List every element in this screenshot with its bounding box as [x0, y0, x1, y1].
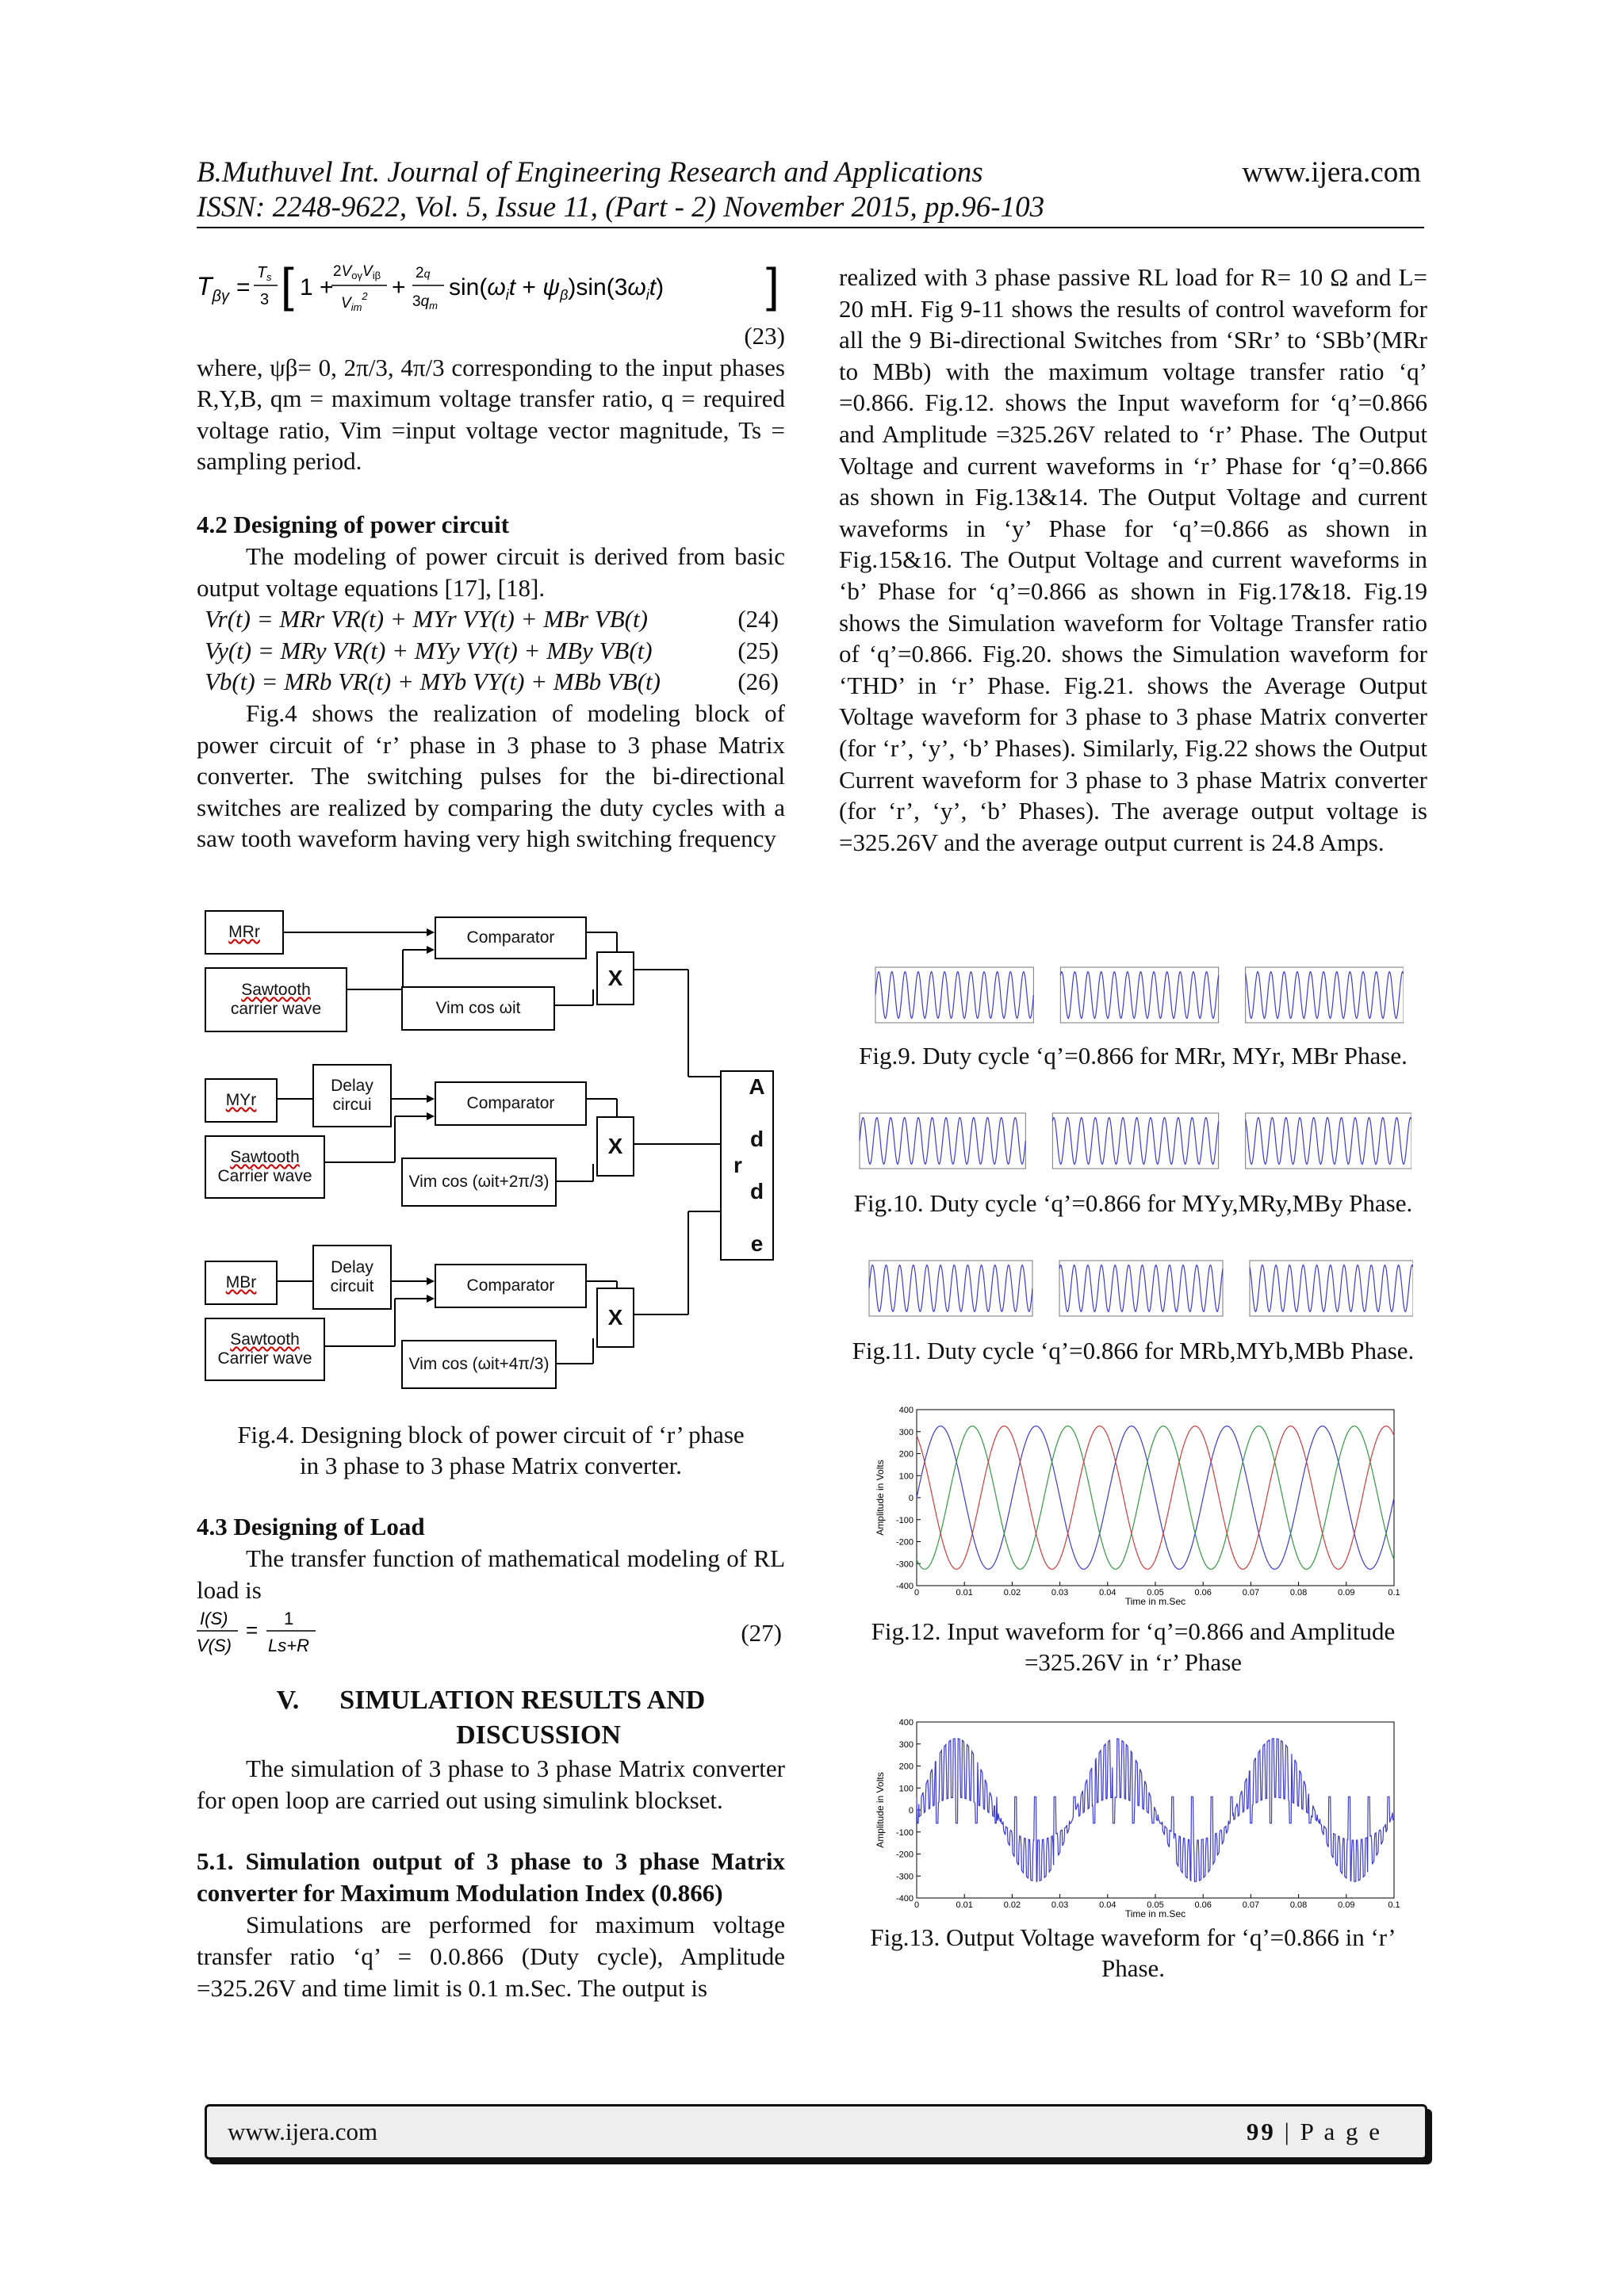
where-paragraph: where, ψβ= 0, 2π/3, 4π/3 corresponding to the input phases R,Y,B, qm = maximum voltage transfer ratio, q = required voltage ratio, Vim =input voltage vector magnitude, Ts = sampling period. [197, 353, 785, 476]
x-tick-label: 0.02 [1003, 1588, 1021, 1598]
fig13-caption-line1: Fig.13. Output Voltage waveform for ‘q’=0.866 in ‘r’ [870, 1923, 1396, 1951]
vcos-block-3: Vim cos (ωit+4π/3) [401, 1340, 557, 1389]
svg-text:=: = [246, 1618, 259, 1643]
svg-text:2q: 2q [416, 265, 431, 281]
fig12-caption-line1: Fig.12. Input waveform for ‘q’=0.866 and Amplitude [871, 1617, 1396, 1645]
x-tick-label: 0.02 [1003, 1900, 1021, 1910]
x-tick-label: 0.05 [1147, 1588, 1164, 1598]
right-column [839, 262, 1427, 858]
fig4-block-diagram [197, 902, 791, 1402]
y-tick-label: -200 [895, 1537, 914, 1548]
delay-circuit-2: Delay circuit [312, 1245, 392, 1310]
x-tick-label: 0.1 [1388, 1900, 1400, 1910]
y-tick-label: 200 [898, 1762, 914, 1772]
section-5-title-line1: V. SIMULATION RESULTS AND [276, 1686, 706, 1716]
fig4-caption-line1: Fig.4. Designing block of power circuit of ‘r’ phase [237, 1421, 745, 1448]
fig13-caption [839, 1922, 1427, 1984]
x-tick-label: 0.03 [1051, 1588, 1069, 1598]
fig9-caption: Fig.9. Duty cycle ‘q’=0.866 for MRr, MYr, MBr Phase. [859, 1042, 1408, 1070]
page-footer [205, 2104, 1427, 2160]
header-rule [197, 227, 1424, 228]
footer-page: 99 | P a g e [1246, 2118, 1382, 2145]
fig9-plots [864, 961, 1404, 1034]
x-tick-label: 0.01 [956, 1588, 973, 1598]
equation-25: Vy(t) = MRy VR(t) + MYy VY(t) + MBy VB(t) (25) [205, 636, 779, 664]
svg-text:s: s [266, 271, 272, 283]
equation-23 [197, 254, 785, 320]
y-tick-label: -400 [895, 1582, 914, 1591]
fig12-caption [839, 1616, 1427, 1678]
fig4-description-paragraph: Fig.4 shows the realization of modeling block of power circuit of ‘r’ phase in 3 phase to 3 phase Matrix converter. The switching pulses for the bi-directional switches are realized by comparing the duty cycles with a saw tooth waveform having very high switching frequency [197, 698, 785, 853]
y-tick-label: -100 [895, 1827, 914, 1838]
y-tick-label: 100 [898, 1471, 914, 1482]
x-tick-label: 0.08 [1289, 1900, 1308, 1910]
y-tick-label: -300 [895, 1872, 914, 1882]
section-5-1-title: 5.1. Simulation output of 3 phase to 3 phase Matrix converter for Maximum Modulation Index (0.866) [197, 1847, 785, 1908]
equation-23-formula [197, 254, 785, 320]
svg-text:+: + [392, 274, 406, 300]
x-tick-label: 0.07 [1242, 1900, 1260, 1910]
vcos-block-2: Vim cos (ωit+2π/3) [401, 1158, 557, 1207]
y-tick-label: -400 [895, 1894, 914, 1904]
mrr-block: MRr [205, 910, 284, 955]
equation-26: Vb(t) = MRb VR(t) + MYb VY(t) + MBb VB(t) (26) [205, 668, 779, 696]
myr-block: MYr [205, 1078, 278, 1123]
svg-text:1 +: 1 + [300, 274, 334, 300]
svg-text:2VoγViβ: $2V_{o\gamma}V_{i\beta}$ [333, 263, 381, 281]
x-axis-label: Time in m.Sec [1124, 1908, 1186, 1919]
fig10-plots [848, 1107, 1411, 1180]
y-axis-label: Amplitude in Volts [875, 1460, 886, 1536]
mbr-block: MBr [205, 1261, 278, 1305]
fig9-mini-charts [864, 961, 1404, 1034]
svg-text:3: 3 [260, 291, 270, 308]
adder-block: A d d e r [720, 1070, 774, 1261]
x-tick-label: 0.01 [956, 1900, 973, 1910]
equation-27-formula [197, 1605, 324, 1661]
y-tick-label: 300 [898, 1739, 914, 1750]
left-column-lower [197, 1419, 785, 2003]
journal-url: www.ijera.com [1242, 156, 1421, 189]
multiplier-1: X [596, 951, 634, 1005]
y-axis-label: Amplitude in Volts [875, 1772, 886, 1848]
section-5-1-paragraph: Simulations are performed for maximum voltage transfer ratio ‘q’ = 0.0.866 (Duty cycle), Amplitude =325.26V and time limit is 0.1 m.Sec. The output is [197, 1911, 785, 2002]
comparator-1: Comparator [435, 916, 587, 959]
y-tick-label: 100 [898, 1784, 914, 1794]
x-tick-label: 0.06 [1194, 1900, 1212, 1910]
y-tick-label: -100 [895, 1515, 914, 1525]
svg-text:1: 1 [284, 1609, 294, 1629]
svg-text:T: T [257, 264, 267, 281]
x-tick-label: 0.09 [1338, 1588, 1355, 1598]
section-4-2-title: 4.2 Designing of power circuit [197, 510, 510, 538]
x-tick-label: 0.05 [1147, 1900, 1164, 1910]
equation-24: Vr(t) = MRr VR(t) + MYr VY(t) + MBr VB(t) (24) [205, 605, 779, 633]
svg-text:3qm: $3q_m$ [412, 293, 438, 312]
left-column [197, 254, 785, 855]
fig4-caption-line2: in 3 phase to 3 phase Matrix converter. [299, 1452, 683, 1479]
x-tick-label: 0.06 [1194, 1588, 1212, 1598]
journal-title: B.Muthuvel Int. Journal of Engineering Research and Applications [197, 156, 983, 189]
results-paragraph: realized with 3 phase passive RL load for R= 10 Ω and L= 20 mH. Fig 9-11 shows the results of control waveform for all the 9 Bi-directional Switches from ‘SRr’ to ‘SBb’(MRr to MBb) with the maximum voltage transfer ratio ‘q’ =0.866. Fig.12. shows the Input waveform for ‘q’=0.866 and Amplitude =325.26V related to ‘r’ Phase. The Output Voltage and current waveforms in ‘r’ Phase for ‘q’=0.866 as shown in Fig.13&14. The Output Voltage and current waveforms in ‘y’ Phase for ‘q’=0.866 as shown in Fig.15&16. The Output Voltage and current waveforms in ‘b’ Phase for ‘q’=0.866 as shown in Fig.17&18. Fig.19 shows the Simulation waveform for Voltage Transfer ratio of ‘q’=0.866. Fig.20. shows the Simulation waveform for ‘THD’ in ‘r’ Phase. Fig.21. shows the Average Output Voltage waveform for 3 phase to 3 phase Matrix converter (for ‘r’, ‘y’, ‘b’ Phases). Similarly, Fig.22 shows the Output Current waveform for 3 phase to 3 phase Matrix converter (for ‘r’, ‘y’, ‘b’ Phases). The average output voltage is =325.26V and the average output current is 24.8 Amps. [839, 263, 1427, 856]
comparator-2: Comparator [435, 1081, 587, 1126]
svg-text:V(S): V(S) [197, 1636, 232, 1656]
y-tick-label: 0 [908, 1494, 914, 1503]
footer-url: www.ijera.com [228, 2118, 378, 2145]
svg-text:=: = [236, 274, 251, 300]
x-tick-label: 0.07 [1242, 1588, 1260, 1598]
x-tick-label: 0.08 [1289, 1588, 1308, 1598]
svg-text:[: [ [281, 258, 294, 312]
equation-23-number: (23) [744, 322, 785, 350]
section-4-2-paragraph: The modeling of power circuit is derived from basic output voltage equations [17], [18]. [197, 541, 785, 602]
fig12-svg [871, 1403, 1404, 1611]
fig11-caption: Fig.11. Duty cycle ‘q’=0.866 for MRb,MYb,MBb Phase. [852, 1337, 1415, 1364]
x-axis-label: Time in m.Sec [1124, 1596, 1186, 1607]
x-tick-label: 0.09 [1338, 1900, 1355, 1910]
journal-issn: ISSN: 2248-9622, Vol. 5, Issue 11, (Part - 2) November 2015, pp.96-103 [197, 191, 1045, 224]
section-4-3-paragraph: The transfer function of mathematical modeling of RL load is [197, 1544, 785, 1604]
fig12-caption-line2: =325.26V in ‘r’ Phase [1024, 1648, 1243, 1676]
y-tick-label: -200 [895, 1850, 914, 1860]
x-tick-label: 0 [914, 1900, 920, 1910]
multiplier-3: X [596, 1288, 634, 1348]
equation-27: I(S) V(S) = 1 Ls+R (27) [197, 1605, 785, 1661]
section-5-title-line2: DISCUSSION [456, 1720, 621, 1751]
x-tick-label: 0.1 [1388, 1588, 1400, 1598]
fig11-plots [858, 1254, 1413, 1327]
y-tick-label: -300 [895, 1559, 914, 1570]
x-tick-label: 0.03 [1051, 1900, 1069, 1910]
y-tick-label: 400 [898, 1718, 914, 1728]
x-tick-label: 0.04 [1099, 1900, 1116, 1910]
y-tick-label: 0 [908, 1806, 914, 1816]
svg-text:I(S): I(S) [200, 1609, 228, 1629]
fig13-chart [871, 1716, 1404, 1923]
svg-text:Ls+R: Ls+R [268, 1636, 309, 1656]
multiplier-2: X [596, 1116, 634, 1177]
x-tick-label: 0 [914, 1588, 920, 1598]
section-4-3-title: 4.3 Designing of Load [197, 1513, 425, 1540]
delay-circuit-1: Delay circui [312, 1064, 392, 1127]
comparator-3: Comparator [435, 1264, 587, 1308]
fig12-chart [871, 1403, 1404, 1611]
sawtooth-carrier-1: Sawtooth carrier wave [205, 967, 347, 1032]
svg-text:Vim2: $V_{im}^2$ [341, 290, 368, 313]
y-tick-label: 300 [898, 1427, 914, 1437]
section-5-paragraph: The simulation of 3 phase to 3 phase Matrix converter for open loop are carried out using simulink blockset. [197, 1755, 785, 1814]
x-tick-label: 0.04 [1099, 1588, 1116, 1598]
vcos-block-1: Vim cos ωit [401, 986, 555, 1031]
svg-text:]: ] [766, 258, 779, 312]
y-tick-label: 200 [898, 1449, 914, 1460]
svg-text:Tβγ: $T_{\beta\gamma}$ [197, 272, 229, 305]
fig10-caption: Fig.10. Duty cycle ‘q’=0.866 for MYy,MRy,MBy Phase. [853, 1189, 1413, 1217]
y-tick-label: 400 [898, 1406, 914, 1415]
sawtooth-carrier-3: Sawtooth Carrier wave [205, 1318, 325, 1381]
fig10-mini-charts [848, 1107, 1411, 1180]
svg-text:sin(ωit + ψβ)sin(3ωit): $\sin(\omega_it + \psi_\beta)\sin(3\omega_it)$ [449, 274, 665, 303]
fig13-svg [871, 1716, 1404, 1923]
fig11-mini-charts [858, 1254, 1413, 1327]
sawtooth-carrier-2: Sawtooth Carrier wave [205, 1135, 325, 1199]
fig13-caption-line2: Phase. [1101, 1954, 1166, 1982]
